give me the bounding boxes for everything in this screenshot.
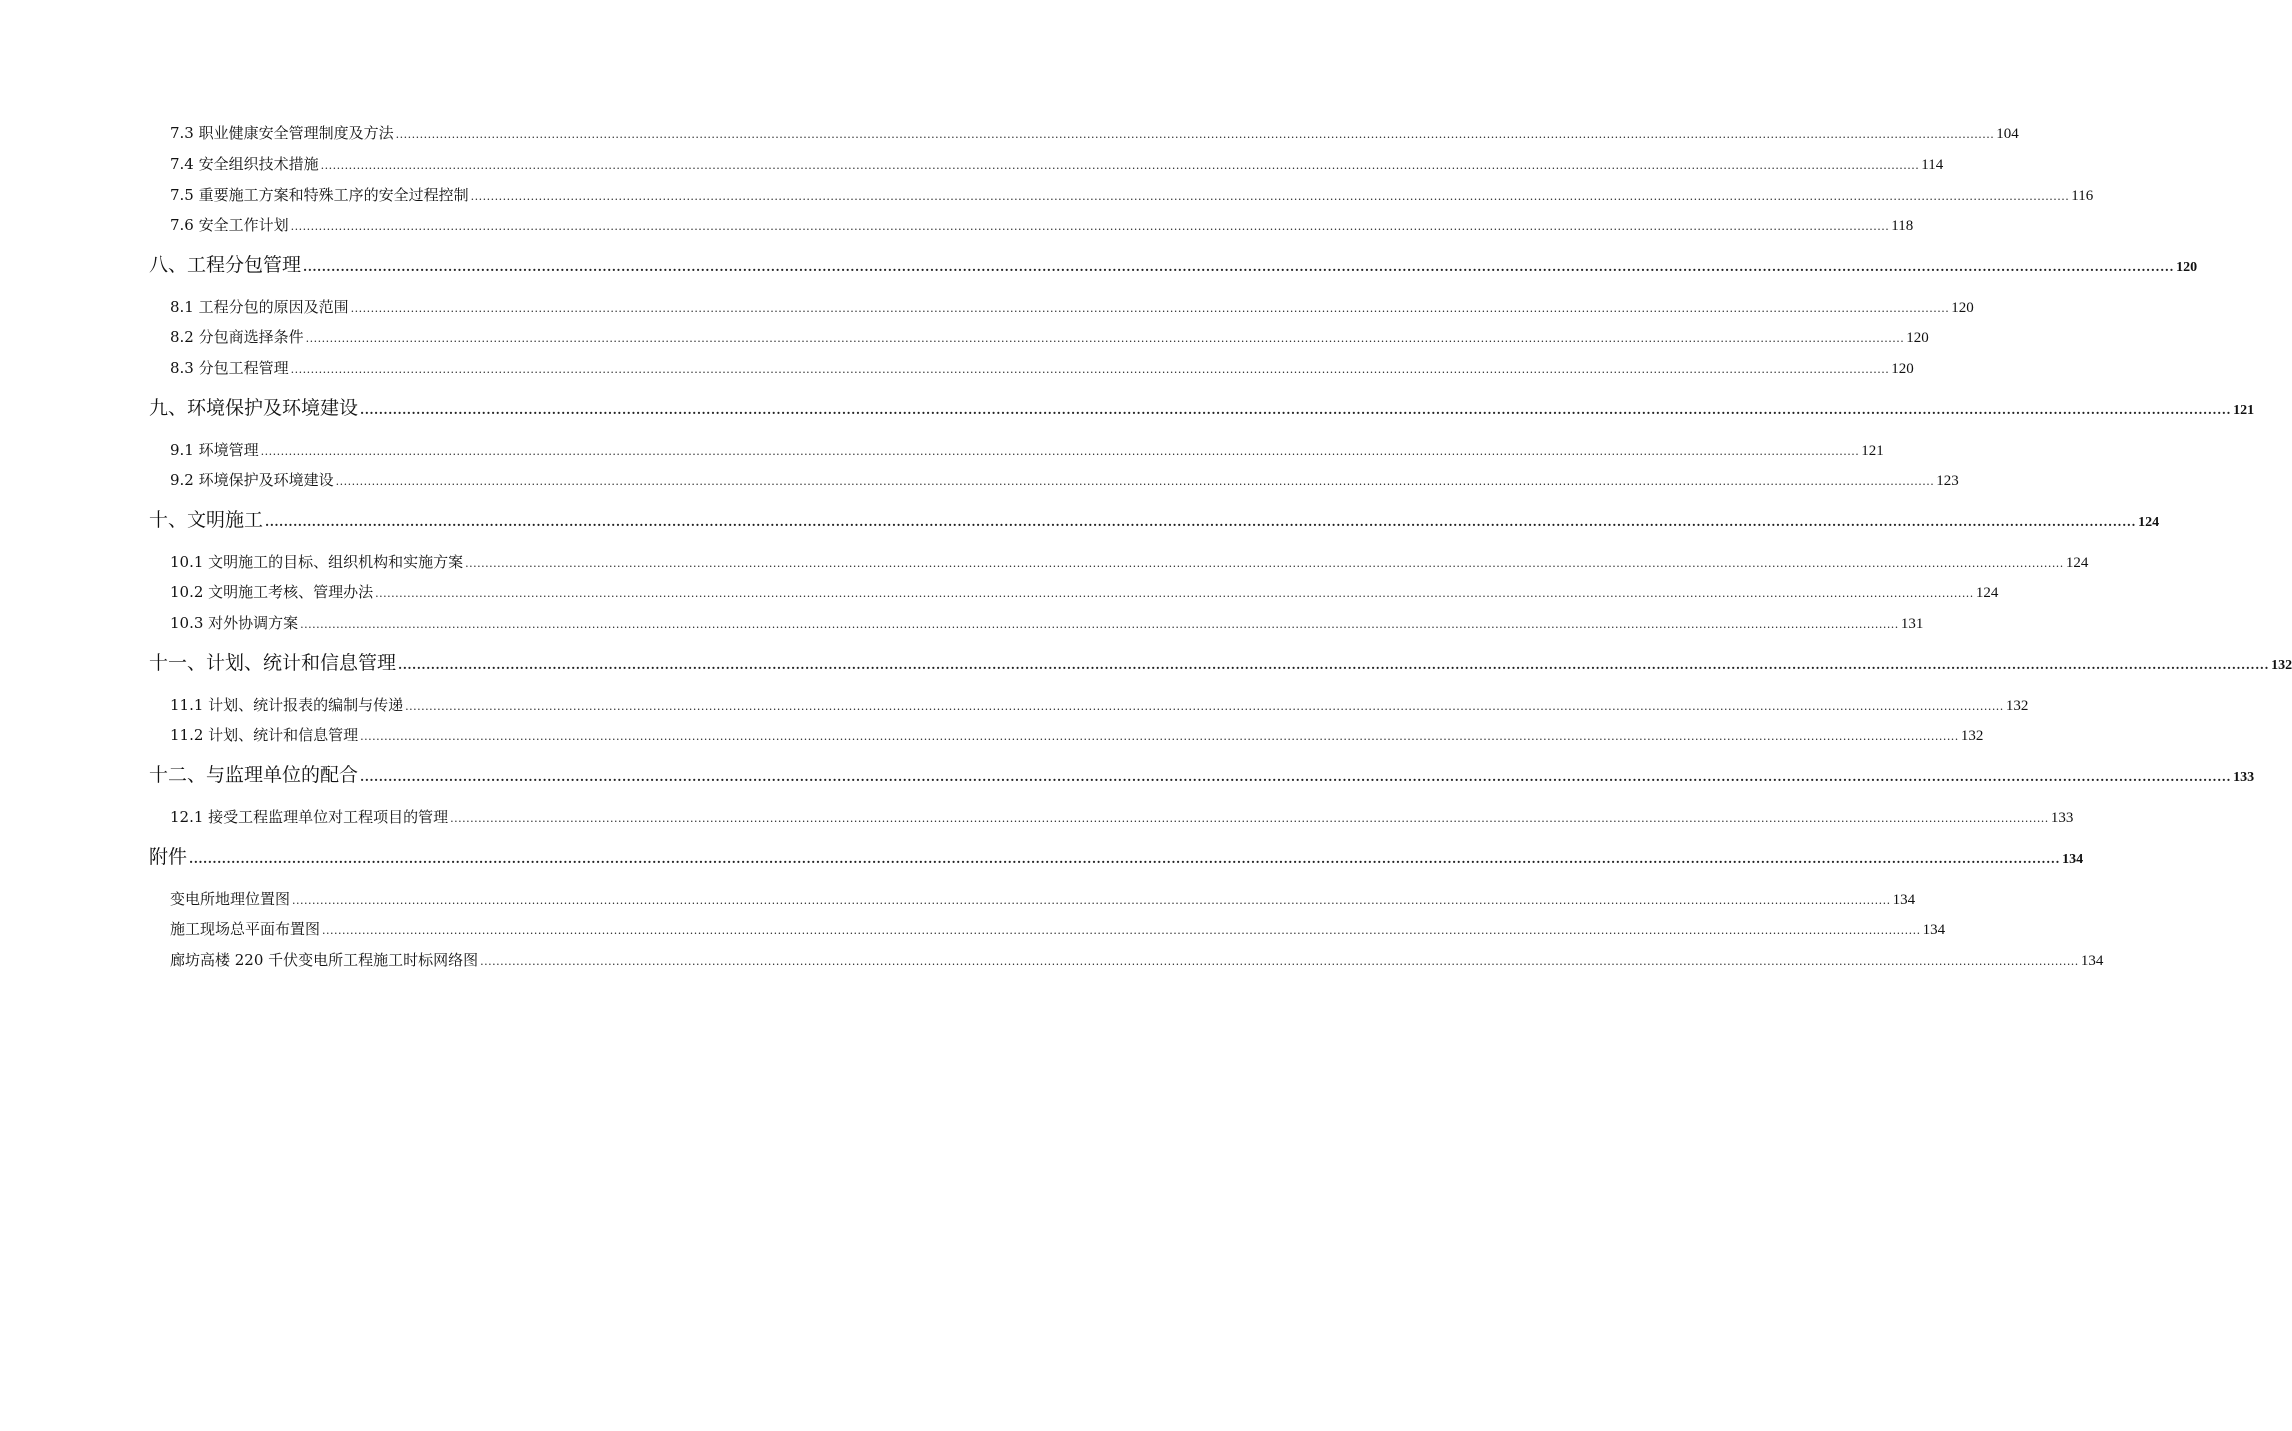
- dot-leader: ................................................................................................................................................................................................................................................................................................................................................................................................................: [189, 852, 2061, 866]
- toc-chapter-entry[interactable]: [149, 251, 2198, 279]
- toc-page-number: 123: [1936, 473, 1959, 489]
- toc-section-entry[interactable]: [170, 184, 2094, 206]
- toc-page-number: 132: [2005, 698, 2029, 714]
- toc-section-entry[interactable]: [170, 357, 1914, 379]
- toc-entry-title: 八、工程分包管理: [149, 254, 302, 276]
- toc-section-entry[interactable]: [170, 949, 2104, 971]
- dot-leader: ................................................................................................................................................................................................................................................................................................................................................................................................................: [320, 159, 1920, 172]
- toc-section-entry[interactable]: [170, 581, 1999, 603]
- toc-entry-title: 施工现场总平面布置图: [170, 920, 321, 938]
- dot-leader: ................................................................................................................................................................................................................................................................................................................................................................................................................: [350, 302, 1950, 315]
- toc-entry-title: 7.6 安全工作计划: [170, 216, 289, 234]
- toc-entry-title: 8.1 工程分包的原因及范围: [170, 298, 349, 316]
- dot-leader: ................................................................................................................................................................................................................................................................................................................................................................................................................: [398, 658, 2270, 672]
- toc-entry-title: 10.1 文明施工的目标、组织机构和实施方案: [170, 553, 464, 571]
- toc-chapter-entry[interactable]: [149, 394, 2255, 422]
- toc-page-number: 118: [1891, 218, 1914, 234]
- dot-leader: ................................................................................................................................................................................................................................................................................................................................................................................................................: [290, 363, 1890, 376]
- toc-page-number: 132: [2271, 658, 2292, 673]
- toc-chapter-entry[interactable]: [149, 843, 2084, 871]
- dot-leader: ................................................................................................................................................................................................................................................................................................................................................................................................................: [465, 557, 2064, 570]
- toc-page-number: 134: [1922, 922, 1946, 938]
- toc-entry-title: 11.1 计划、统计报表的编制与传递: [170, 696, 404, 714]
- toc-page-number: 116: [2071, 188, 2094, 204]
- dot-leader: ................................................................................................................................................................................................................................................................................................................................................................................................................: [450, 812, 2049, 825]
- toc-section-entry[interactable]: [170, 153, 1944, 175]
- toc-page-number: 120: [1951, 300, 1974, 316]
- toc-entry-title: 10.2 文明施工考核、管理办法: [170, 583, 374, 601]
- dot-leader: ................................................................................................................................................................................................................................................................................................................................................................................................................: [300, 618, 1899, 631]
- toc-page-number: 114: [1921, 157, 1944, 173]
- toc-entry-title: 9.1 环境管理: [170, 441, 259, 459]
- toc-page-number: 120: [1891, 361, 1914, 377]
- toc-page-number: 104: [1996, 126, 2019, 142]
- dot-leader: ................................................................................................................................................................................................................................................................................................................................................................................................................: [265, 515, 2137, 529]
- toc-page-number: 121: [2233, 403, 2255, 418]
- toc-section-entry[interactable]: [170, 694, 2029, 716]
- toc-section-entry[interactable]: [170, 918, 1946, 940]
- toc-entry-title: 廊坊高楼 220 千伏变电所工程施工时标网络图: [170, 951, 479, 969]
- toc-page-number: 120: [1906, 330, 1929, 346]
- toc-chapter-entry[interactable]: [149, 761, 2255, 789]
- toc-section-entry[interactable]: [170, 122, 2019, 144]
- dot-leader: ................................................................................................................................................................................................................................................................................................................................................................................................................: [470, 190, 2070, 203]
- toc-section-entry[interactable]: [170, 296, 1974, 318]
- toc-entry-title: 11.2 计划、统计和信息管理: [170, 726, 359, 744]
- toc-entry-title: 8.3 分包工程管理: [170, 359, 289, 377]
- dot-leader: ................................................................................................................................................................................................................................................................................................................................................................................................................: [360, 770, 2232, 784]
- toc-section-entry[interactable]: [170, 551, 2089, 573]
- dot-leader: ................................................................................................................................................................................................................................................................................................................................................................................................................: [375, 587, 1974, 600]
- toc-section-entry[interactable]: [170, 469, 1959, 491]
- toc-section-entry[interactable]: [170, 439, 1884, 461]
- dot-leader: ................................................................................................................................................................................................................................................................................................................................................................................................................: [290, 220, 1890, 233]
- toc-entry-title: 十二、与监理单位的配合: [149, 764, 359, 786]
- toc-page-number: 131: [1900, 616, 1924, 632]
- toc-entry-title: 附件: [149, 846, 188, 868]
- toc-page-number: 121: [1861, 443, 1884, 459]
- toc-page-number: 124: [1975, 585, 1999, 601]
- toc-section-entry[interactable]: [170, 806, 2074, 828]
- toc-section-entry[interactable]: [170, 888, 1916, 910]
- toc-entry-title: 12.1 接受工程监理单位对工程项目的管理: [170, 808, 449, 826]
- toc-section-entry[interactable]: [170, 326, 1929, 348]
- toc-entry-title: 十一、计划、统计和信息管理: [149, 652, 397, 674]
- toc-page-number: 134: [1892, 892, 1916, 908]
- toc-entry-title: 九、环境保护及环境建设: [149, 397, 359, 419]
- dot-leader: ................................................................................................................................................................................................................................................................................................................................................................................................................: [360, 730, 1959, 743]
- toc-entry-title: 7.3 职业健康安全管理制度及方法: [170, 124, 394, 142]
- toc-entry-title: 7.5 重要施工方案和特殊工序的安全过程控制: [170, 186, 469, 204]
- toc-entry-title: 十、文明施工: [149, 509, 264, 531]
- toc-entry-title: 7.4 安全组织技术措施: [170, 155, 319, 173]
- toc-entry-title: 10.3 对外协调方案: [170, 614, 299, 632]
- toc-section-entry[interactable]: [170, 214, 1914, 236]
- toc-entry-title: 9.2 环境保护及环境建设: [170, 471, 334, 489]
- toc-page-number: 120: [2176, 260, 2198, 275]
- toc-page-number: 133: [2233, 770, 2255, 785]
- dot-leader: ................................................................................................................................................................................................................................................................................................................................................................................................................: [305, 332, 1905, 345]
- dot-leader: ................................................................................................................................................................................................................................................................................................................................................................................................................: [303, 260, 2175, 274]
- toc-page-number: 133: [2050, 810, 2074, 826]
- toc-chapter-entry[interactable]: [149, 649, 2292, 677]
- dot-leader: ................................................................................................................................................................................................................................................................................................................................................................................................................: [360, 403, 2232, 417]
- dot-leader: ................................................................................................................................................................................................................................................................................................................................................................................................................: [405, 700, 2004, 713]
- toc-page-number: 132: [1960, 728, 1984, 744]
- toc-page-number: 134: [2062, 852, 2084, 867]
- dot-leader: ................................................................................................................................................................................................................................................................................................................................................................................................................: [322, 924, 1921, 937]
- toc-page-number: 124: [2065, 555, 2089, 571]
- toc-section-entry[interactable]: [170, 724, 1984, 746]
- dot-leader: ................................................................................................................................................................................................................................................................................................................................................................................................................: [292, 894, 1891, 907]
- dot-leader: ................................................................................................................................................................................................................................................................................................................................................................................................................: [260, 445, 1860, 458]
- toc-page-number: 124: [2138, 515, 2160, 530]
- dot-leader: ................................................................................................................................................................................................................................................................................................................................................................................................................: [335, 475, 1935, 488]
- toc-section-entry[interactable]: [170, 612, 1924, 634]
- toc-entry-title: 8.2 分包商选择条件: [170, 328, 304, 346]
- toc-chapter-entry[interactable]: [149, 506, 2160, 534]
- dot-leader: ................................................................................................................................................................................................................................................................................................................................................................................................................: [395, 128, 1995, 141]
- toc-page-number: 134: [2080, 953, 2104, 969]
- toc-entry-title: 变电所地理位置图: [170, 890, 291, 908]
- dot-leader: ................................................................................................................................................................................................................................................................................................................................................................................................................: [480, 955, 2079, 968]
